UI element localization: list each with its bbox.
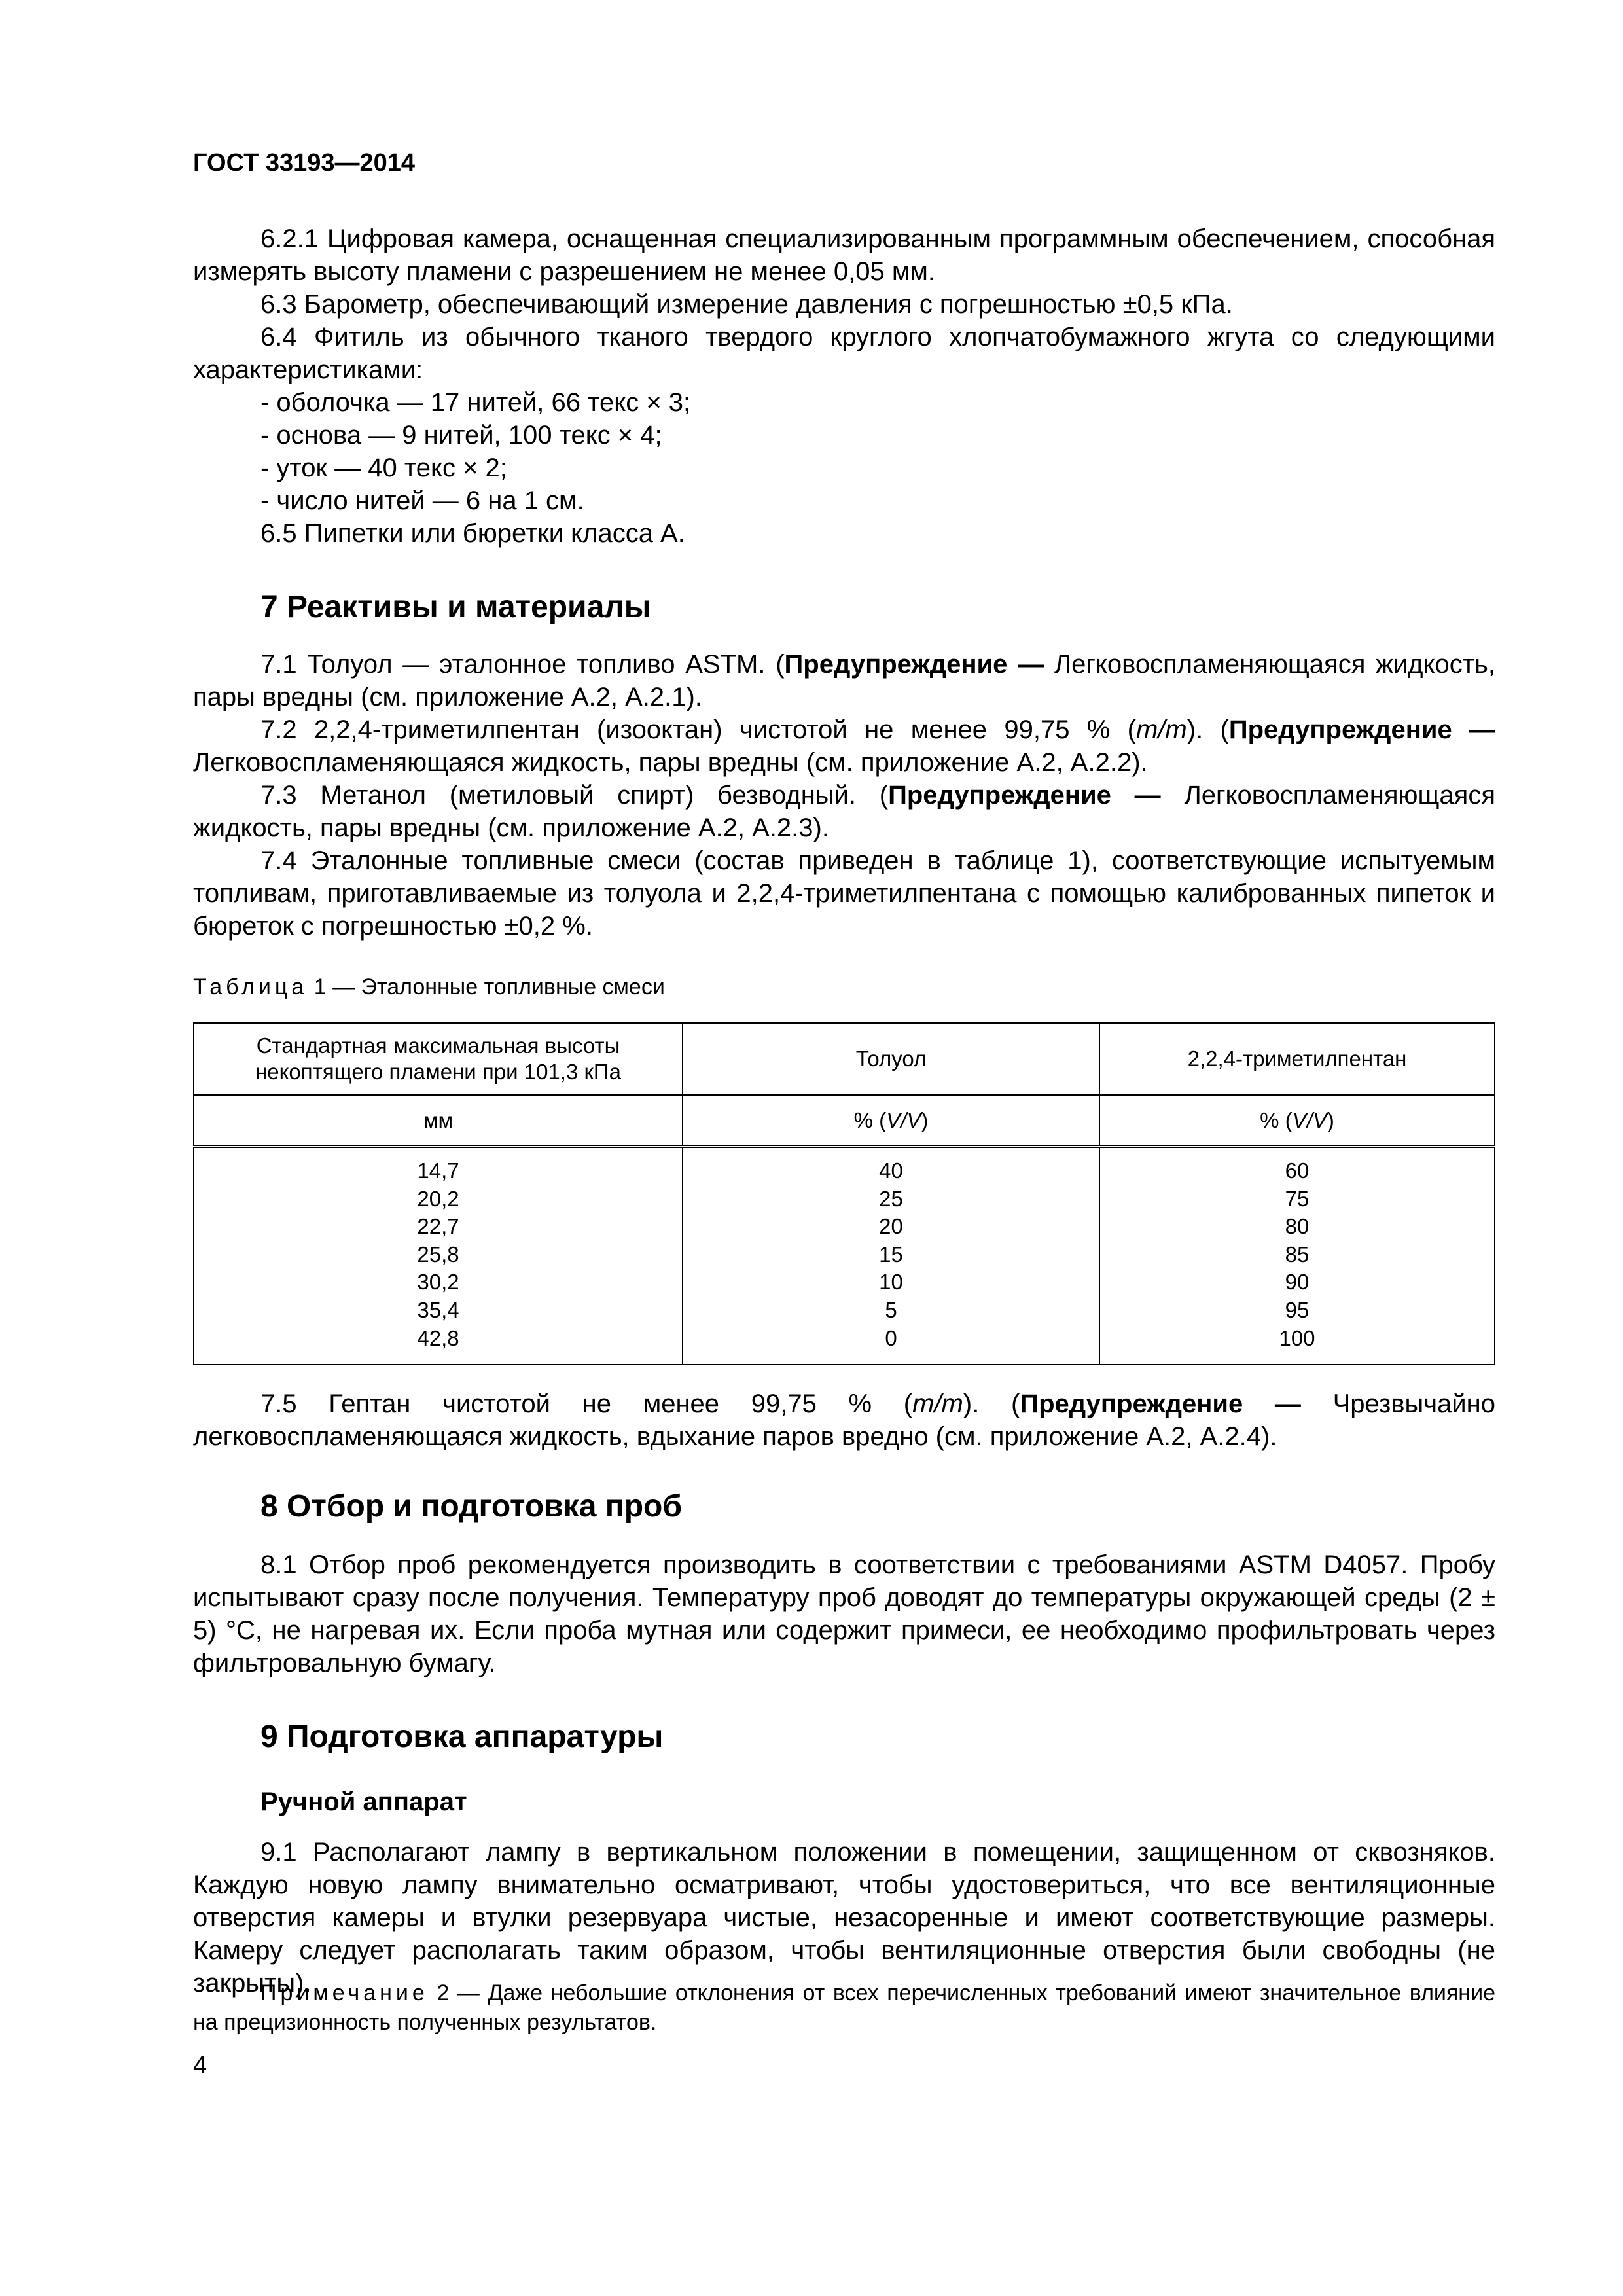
subsection-title: Ручной аппарат: [260, 1787, 467, 1816]
table-cell: 20,2: [417, 1186, 459, 1211]
table-column-toluene: [683, 1147, 1099, 1365]
paragraph-7-5: 7.5 Гептан чистотой не менее 99,75 % (m/m). (Предупреждение — Чрезвычайно легковоспламеняющаяся жидкость, вдыхание паров вредно (см. приложение А.2, А.2.4).: [193, 1390, 1495, 1451]
paragraph-9-1: 9.1 Располагают лампу в вертикальном положении в помещении, защищенном от сквозняков. Каждую новую лампу внимательно осматривают, чтобы удостовериться, что все вентиляционные отверстия камеры и втулки резервуара чистые, незасоренные и имеют соответствующие размеры. Камеру следует располагать таким образом, чтобы вентиляционные отверстия были свободны (не закрыты).: [193, 1838, 1495, 1998]
table-cell: 100: [1279, 1325, 1315, 1350]
table-cell: 40: [879, 1158, 903, 1183]
table-cell: 80: [1285, 1214, 1310, 1239]
section-6-block: [193, 223, 1495, 550]
table-cell: 5: [885, 1297, 897, 1322]
page-number: 4: [193, 2052, 207, 2079]
table-column-height: [194, 1147, 683, 1365]
table-unit: % (V/V): [1099, 1095, 1495, 1147]
table-cell: 20: [879, 1214, 903, 1239]
section-7-block: [193, 648, 1495, 942]
paragraph-8-1: 8.1 Отбор проб рекомендуется производить в соответствии с требованиями ASTM D4057. Пробу испытывают сразу после получения. Температуру проб доводят до температуры окружающей среды (2 ± 5) °С, не нагревая их. Если проба мутная или содержит примеси, ее необходимо профильтровать через фильтровальную бумагу.: [193, 1551, 1495, 1677]
section-8-title: 8 Отбор и подготовка проб: [260, 1489, 683, 1524]
table-cell: 95: [1285, 1297, 1310, 1322]
paragraph-6-4: 6.4 Фитиль из обычного тканого твердого круглого хлопчатобумажного жгута со следующими характеристиками:: [193, 323, 1495, 384]
section-7-title: 7 Реактивы и материалы: [260, 590, 651, 624]
table-cell: 14,7: [417, 1158, 459, 1183]
note: Примечание 2 — Даже небольшие отклонения от всех перечисленных требований имеют значительное влияние на прецизионность полученных результатов.: [193, 1981, 1495, 2035]
standard-code: ГОСТ 33193—2014: [193, 149, 416, 177]
table-header: Толуол: [683, 1023, 1099, 1095]
table-header: 2,2,4-триметилпентан: [1099, 1023, 1495, 1095]
table-cell: 25: [879, 1186, 903, 1211]
paragraph-7-2: 7.2 2,2,4-триметилпентан (изооктан) чистотой не менее 99,75 % (m/m). (Предупреждение — Легковоспламеняющаяся жидкость, пары вредны (см. приложение А.2, А.2.2).: [193, 715, 1495, 777]
table-cell: 90: [1285, 1270, 1310, 1295]
paragraph-7-1: 7.1 Толуол — эталонное топливо ASTM. (Предупреждение — Легковоспламеняющаяся жидкость, пары вредны (см. приложение А.2, А.2.1).: [193, 650, 1495, 711]
table-cell: 60: [1285, 1158, 1310, 1183]
section-9-title: 9 Подготовка аппаратуры: [260, 1719, 664, 1754]
table-cell: 42,8: [417, 1325, 459, 1350]
table-unit: мм: [194, 1095, 683, 1147]
paragraph-7-3: 7.3 Метанол (метиловый спирт) безводный. (Предупреждение — Легковоспламеняющаяся жидкость, пары вредны (см. приложение А.2, А.2.3).: [193, 781, 1495, 842]
table-cell: 35,4: [417, 1297, 459, 1322]
section-8-block: [193, 1549, 1495, 1679]
table-header: Стандартная максимальная высоты некоптящего пламени при 101,3 кПа: [194, 1023, 683, 1095]
table-cell: 25,8: [417, 1242, 459, 1266]
list-item: - оболочка — 17 нитей, 66 текс × 3;: [260, 388, 691, 417]
table-cell: 75: [1285, 1186, 1310, 1211]
section-9-block: [193, 1836, 1495, 2000]
paragraph-7-4: 7.4 Эталонные топливные смеси (состав приведен в таблице 1), соответствующие испытуемым топливам, приготавливаемые из толуола и 2,2,4-триметилпентана с помощью калиброванных пипеток и бюреток с погрешностью ±0,2 %.: [193, 846, 1495, 941]
fuel-table: [193, 1022, 1495, 1365]
table-cell: 22,7: [417, 1214, 459, 1239]
paragraph-6-5: 6.5 Пипетки или бюретки класса А.: [260, 519, 685, 548]
table-cell: 30,2: [417, 1270, 459, 1295]
table-cell: 15: [879, 1242, 903, 1266]
paragraph-7-5-block: [193, 1388, 1495, 1453]
paragraph-6-2-1: 6.2.1 Цифровая камера, оснащенная специализированным программным обеспечением, способная измерять высоту пламени с разрешением не менее 0,05 мм.: [193, 224, 1495, 286]
table-cell: 85: [1285, 1242, 1310, 1266]
list-item: - основа — 9 нитей, 100 текс × 4;: [260, 421, 662, 450]
table-cell: 10: [879, 1270, 903, 1295]
paragraph-6-3: 6.3 Барометр, обеспечивающий измерение давления с погрешностью ±0,5 кПа.: [260, 290, 1233, 319]
table-column-isooctane: [1099, 1147, 1495, 1365]
table-caption: Таблица 1 — Эталонные топливные смеси: [193, 975, 665, 999]
table-unit: % (V/V): [683, 1095, 1099, 1147]
table-cell: 0: [885, 1325, 897, 1350]
list-item: - число нитей — 6 на 1 см.: [260, 486, 584, 515]
list-item: - уток — 40 текс × 2;: [260, 454, 507, 482]
